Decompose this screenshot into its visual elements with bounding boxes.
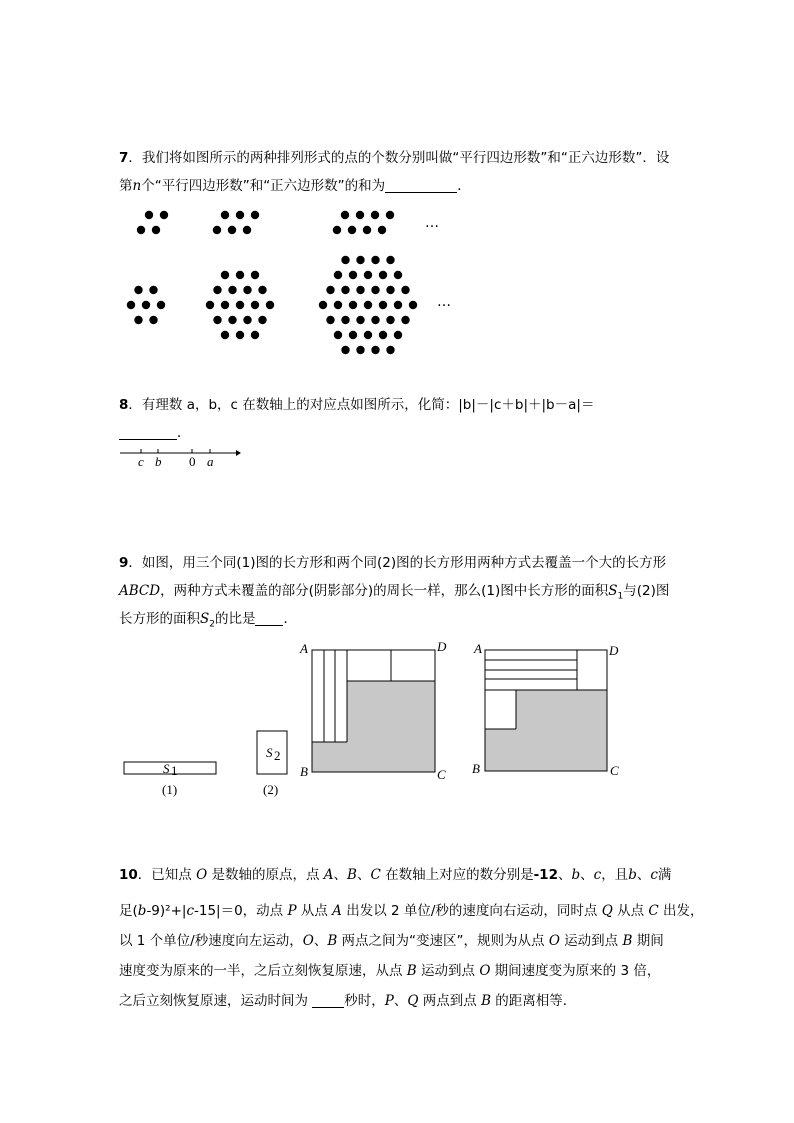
svg-text:A: A — [300, 641, 308, 656]
svg-text:1: 1 — [171, 763, 178, 778]
axis-label-a: a — [207, 454, 214, 469]
q10-line2: 足(b-9)²+|c-15|＝0，动点 P 从点 A 出发以 2 单位/秒的速度向右运动，同时点 Q 从点 C 出发， — [119, 903, 704, 919]
svg-text:C: C — [610, 763, 619, 778]
fig2-caption: (2) — [263, 782, 279, 797]
q9-line2: ABCD，两种方式未覆盖的部分(阴影部分)的周长一样，那么(1)图中长方形的面积$S_1$与(2)图 — [119, 583, 670, 602]
svg-text:C: C — [437, 767, 446, 782]
axis-label-b: b — [155, 454, 162, 469]
axis-label-0: 0 — [189, 454, 196, 469]
q10-line3: 以 1 个单位/秒速度向左运动，O、B 两点之间为“变速区”，规则为从点 O 运动到点 B 期间 — [119, 933, 664, 949]
ellipsis-bottom: … — [437, 294, 451, 310]
svg-text:B: B — [300, 764, 308, 779]
q10-line4: 速度变为原来的一半，之后立刻恢复原速，从点 B 运动到点 O 期间速度变为原来的 3 倍， — [119, 963, 661, 979]
axis-label-c: c — [138, 454, 144, 469]
svg-text:A: A — [474, 641, 482, 656]
svg-text:2: 2 — [274, 748, 281, 763]
svg-text:D: D — [437, 639, 447, 654]
s2-label: S — [266, 745, 273, 760]
svg-text:B: B — [472, 761, 480, 776]
shaded-region-right — [516, 690, 607, 771]
q9-line1: 9．如图，用三个同(1)图的长方形和两个同(2)图的长方形用两种方式去覆盖一个大的长方形 — [119, 555, 667, 571]
svg-text:D: D — [609, 643, 619, 658]
shaded-region-left — [347, 681, 435, 772]
rect-s1 — [124, 762, 216, 774]
q7-line2: 第n个“平行四边形数”和“正六边形数”的和为 ． — [119, 178, 471, 194]
q10-line5: 之后立刻恢复原速，运动时间为 秒时，P、Q 两点到点 B 的距离相等． — [119, 993, 577, 1009]
q9-line3: 长方形的面积$S_2$的比是 ． — [119, 611, 297, 630]
q8-line1: 8．有理数 a，b，c 在数轴上的对应点如图所示，化简：|b|－|c＋b|＋|b－a|＝ — [119, 397, 595, 413]
q8-line2: ． — [119, 424, 679, 442]
q7-number: 7 — [119, 150, 129, 166]
answer-blank[interactable] — [312, 993, 344, 1008]
q7-line1: 7．我们将如图所示的两种排列形式的点的个数分别叫做“平行四边形数”和“正六边形数”．设 — [119, 150, 670, 166]
fig1-caption: (1) — [162, 782, 178, 797]
q10-line1: 10．已知点 O 是数轴的原点，点 A、B、C 在数轴上对应的数分别是-12、b、c，且b、c满 — [119, 867, 672, 883]
s1-label: S — [163, 761, 170, 776]
ellipsis-top: … — [425, 215, 439, 231]
